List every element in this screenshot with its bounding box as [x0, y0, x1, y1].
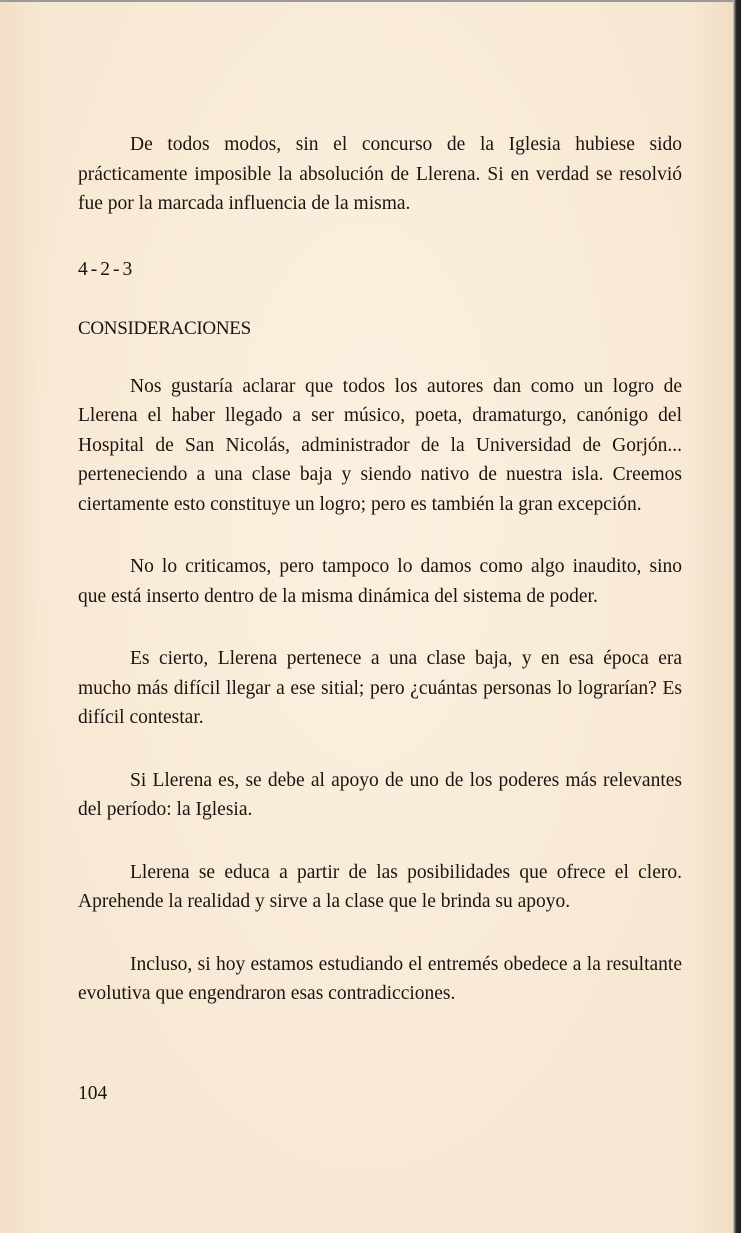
paragraph-6: Llerena se educa a partir de las posibilidades que ofrece el clero. Aprehende la realidad y sirve a la clase que le brinda su apoyo.: [78, 861, 682, 912]
spacer: [78, 611, 682, 644]
spacer: [78, 284, 682, 314]
paragraph-2: Nos gustaría aclarar que todos los autores dan como un logro de Llerena el haber llegado a ser músico, poeta, dramaturgo, canónigo del Hospital de San Nicolás, administrador de la Universidad de Gorjón... perteneciendo a una clase baja y siendo nativo de nuestra isla. Creemos ciertamente esto constituye un logro; pero es también la gran excepción.: [78, 375, 682, 515]
spacer: [78, 344, 682, 372]
paragraph-3: No lo criticamos, pero tampoco lo damos como algo inaudito, sino que está inserto dentro de la misma dinámica del sistema de poder.: [78, 556, 682, 607]
spacer: [78, 219, 682, 255]
spacer: [78, 733, 682, 766]
paragraph-1: De todos modos, sin el concurso de la Iglesia hubiese sido prácticamente imposible la absolución de Llerena. Si en verdad se resolvió fue por la marcada influencia de la misma.: [78, 134, 682, 214]
section-title: CONSIDERACIONES: [78, 318, 251, 339]
paragraph-4: Es cierto, Llerena pertenece a una clase baja, y en esa época era mucho más difícil llegar a ese sitial; pero ¿cuántas personas lo lograrían? Es difícil contestar.: [78, 648, 682, 728]
book-edge-shadow: [733, 0, 741, 1233]
spacer: [78, 825, 682, 858]
paragraph-5: Si Llerena es, se debe al apoyo de uno de los poderes más relevantes del período: la Iglesia.: [78, 769, 682, 820]
section-number: 4-2-3: [78, 258, 136, 280]
paragraph-7: Incluso, si hoy estamos estudiando el entremés obedece a la resultante evolutiva que engendraron esas contradicciones.: [78, 953, 682, 1004]
page-body: [78, 130, 682, 1009]
spacer: [78, 917, 682, 950]
spacer: [78, 519, 682, 552]
page-number: 104: [78, 1083, 108, 1104]
